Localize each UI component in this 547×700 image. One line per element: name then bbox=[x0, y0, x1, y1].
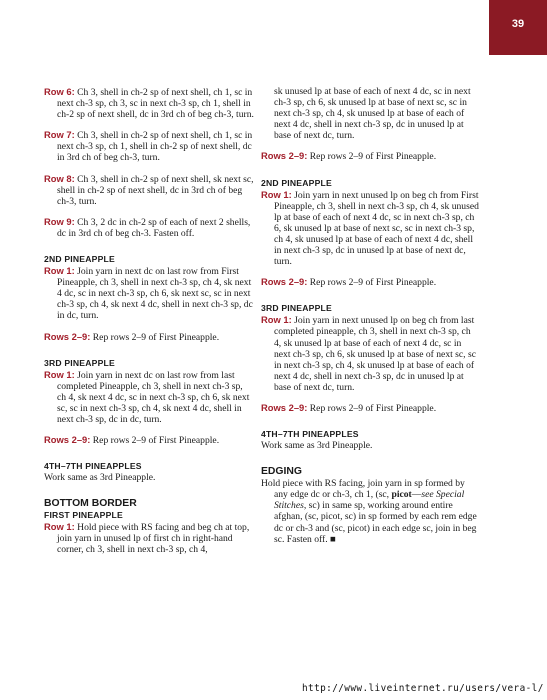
row-text: Rep rows 2–9 of First Pineapple. bbox=[92, 435, 220, 447]
row-label: Row 9: bbox=[44, 215, 75, 227]
right-column bbox=[261, 86, 479, 554]
row-label: Row 8: bbox=[44, 172, 75, 184]
row-label: Row 1: bbox=[261, 314, 292, 326]
row-label: Rows 2–9: bbox=[261, 276, 308, 288]
row-8 bbox=[44, 173, 254, 207]
section-heading-3rd-pineapple: 3RD PINEAPPLE bbox=[261, 303, 332, 314]
row-label: Rows 2–9: bbox=[44, 434, 91, 446]
row-text: Rep rows 2–9 of First Pineapple. bbox=[309, 402, 437, 414]
section-heading-edging: EDGING bbox=[261, 466, 302, 478]
row-label: Row 1: bbox=[44, 521, 75, 533]
rows-2-9 bbox=[261, 150, 479, 162]
row-text: Join yarn in next dc on last row from First Pineapple, ch 3, shell in next ch-3 sp, ch 4, sk next 4 dc, sc in next ch-3 sp, ch 6, sk next sc, sc in next ch-3 sp, ch 4, sk next 4 dc, shell in next ch-3 sp, dc in dc, turn. bbox=[57, 266, 253, 322]
row-text: Ch 3, shell in ch-2 sp of next shell, sk next sc, shell in ch-2 sp of next shell, dc in 3rd ch of beg ch-3, turn. bbox=[57, 173, 254, 207]
section-heading-3rd-pineapple: 3RD PINEAPPLE bbox=[44, 357, 115, 368]
row-label: Row 1: bbox=[261, 188, 292, 200]
edging-text-end: , sc) in same sp, working around entire afghan, (sc, picot, sc) in sp formed by each rem edge dc or ch-3 and (sc, picot) in each edge sc, join in beg sc. Fasten off. bbox=[274, 500, 477, 545]
row-1 bbox=[261, 189, 479, 268]
edging-instructions bbox=[261, 478, 479, 545]
row-text: Hold piece with RS facing and beg ch at top, join yarn in unused lp of first ch in right-hand corner, ch 3, shell in next ch-3 sp, ch 4, bbox=[57, 522, 250, 556]
row-text: Rep rows 2–9 of First Pineapple. bbox=[309, 151, 437, 163]
page-number-tab bbox=[489, 0, 547, 55]
row-1 bbox=[44, 265, 254, 321]
section-heading-bottom-border: BOTTOM BORDER bbox=[44, 498, 137, 510]
rows-2-9 bbox=[261, 402, 479, 414]
row-text: Join yarn in next unused lp on beg ch from First Pineapple, ch 3, shell in next ch-3 sp, ch 4, sk unused lp at base of each of next 4 dc, sc in next ch-3 sp, ch 6, sk unused lp at base of next sc, sc in next ch-3 sp, ch 4, sk unused lp at base of each of next 4 dc, shell in next ch-3 sp, dc in unused lp at base of next dc, turn. bbox=[274, 189, 479, 268]
rows-2-9 bbox=[44, 434, 254, 446]
row-label: Row 1: bbox=[44, 368, 75, 380]
em-dash: — bbox=[411, 489, 422, 501]
row-label: Rows 2–9: bbox=[261, 150, 308, 162]
picot-term: picot bbox=[391, 489, 412, 501]
subheading-first-pineapple: FIRST PINEAPPLE bbox=[44, 510, 123, 521]
row-text: Rep rows 2–9 of First Pineapple. bbox=[309, 277, 437, 289]
row-label: Row 7: bbox=[44, 129, 75, 141]
continued-row-text: sk unused lp at base of each of next 4 dc, sc in next ch-3 sp, ch 6, sk unused lp at base of next sc, sc in next ch-3 sp, ch 4, sk unused lp at base of each of next 4 dc, shell in next ch-3 sp, dc in unused lp at base of next dc, turn. bbox=[274, 86, 471, 142]
instruction-text: Work same as 3rd Pineapple. bbox=[261, 440, 373, 452]
row-text: Ch 3, shell in ch-2 sp of next shell, ch 1, sc in next ch-3 sp, ch 1, shell in ch-2 sp of next shell, dc in 3rd ch of beg ch-3, turn. bbox=[57, 130, 253, 164]
row-text: Rep rows 2–9 of First Pineapple. bbox=[92, 331, 220, 343]
row-label: Row 1: bbox=[44, 265, 75, 277]
footer-url: http://www.liveinternet.ru/users/vera-l/ bbox=[302, 683, 544, 694]
end-mark-icon: ■ bbox=[327, 533, 336, 545]
section-heading-4th-7th-pineapples: 4TH–7TH PINEAPPLES bbox=[44, 461, 142, 472]
rows-2-9 bbox=[44, 331, 254, 343]
row-label: Rows 2–9: bbox=[44, 330, 91, 342]
row-1 bbox=[44, 369, 254, 425]
row-7 bbox=[44, 129, 254, 163]
row-1 bbox=[44, 521, 254, 555]
left-column bbox=[44, 86, 254, 565]
row-text: Ch 3, shell in ch-2 sp of next shell, ch 1, sc in next ch-3 sp, ch 3, sc in next ch-3 sp, ch 1, shell in ch-2 sp of next shell, dc in 3rd ch of beg ch-3, turn. bbox=[57, 87, 254, 121]
row-text: Join yarn in next unused lp on beg ch from last completed pineapple, ch 3, shell in next ch-3 sp, ch 4, sk unused lp at base of each of next 4 dc, sc in next ch-3 sp, ch 6, sk unused lp at base of next sc, sc in next ch-3 sp, ch 4, sk unused lp at base of each of next 4 dc, shell in next ch-3 sp, dc in unused lp at base of next dc, turn. bbox=[274, 315, 476, 393]
page-number: 39 bbox=[511, 18, 525, 30]
section-heading-2nd-pineapple: 2ND PINEAPPLE bbox=[261, 177, 332, 188]
row-text: Join yarn in next dc on last row from last completed Pineapple, ch 3, shell in next ch-3 sp, ch 4, sk next 4 dc, sc in next ch-3 sp, ch 6, sk next sc, sc in next ch-3 sp, ch 4, sk next 4 dc, shell in next ch-3 sp, dc in dc, turn. bbox=[57, 369, 250, 425]
row-text: Ch 3, 2 dc in ch-2 sp of each of next 2 shells, dc in 3rd ch of beg ch-3. Fasten off. bbox=[57, 216, 251, 239]
instruction-text: Work same as 3rd Pineapple. bbox=[44, 472, 156, 484]
special-stitches-reference: see Special Stitches bbox=[274, 489, 465, 512]
row-6 bbox=[44, 86, 254, 120]
edging-text-start: Hold piece with RS facing, join yarn in sp formed by any edge dc or ch-3, ch 1, (sc, bbox=[261, 478, 465, 501]
row-1 bbox=[261, 314, 479, 393]
section-heading-2nd-pineapple: 2ND PINEAPPLE bbox=[44, 254, 115, 265]
rows-2-9 bbox=[261, 276, 479, 288]
section-heading-4th-7th-pineapples: 4TH–7TH PINEAPPLES bbox=[261, 429, 359, 440]
row-9 bbox=[44, 216, 254, 239]
row-label: Rows 2–9: bbox=[261, 401, 308, 413]
row-label: Row 6: bbox=[44, 86, 75, 97]
